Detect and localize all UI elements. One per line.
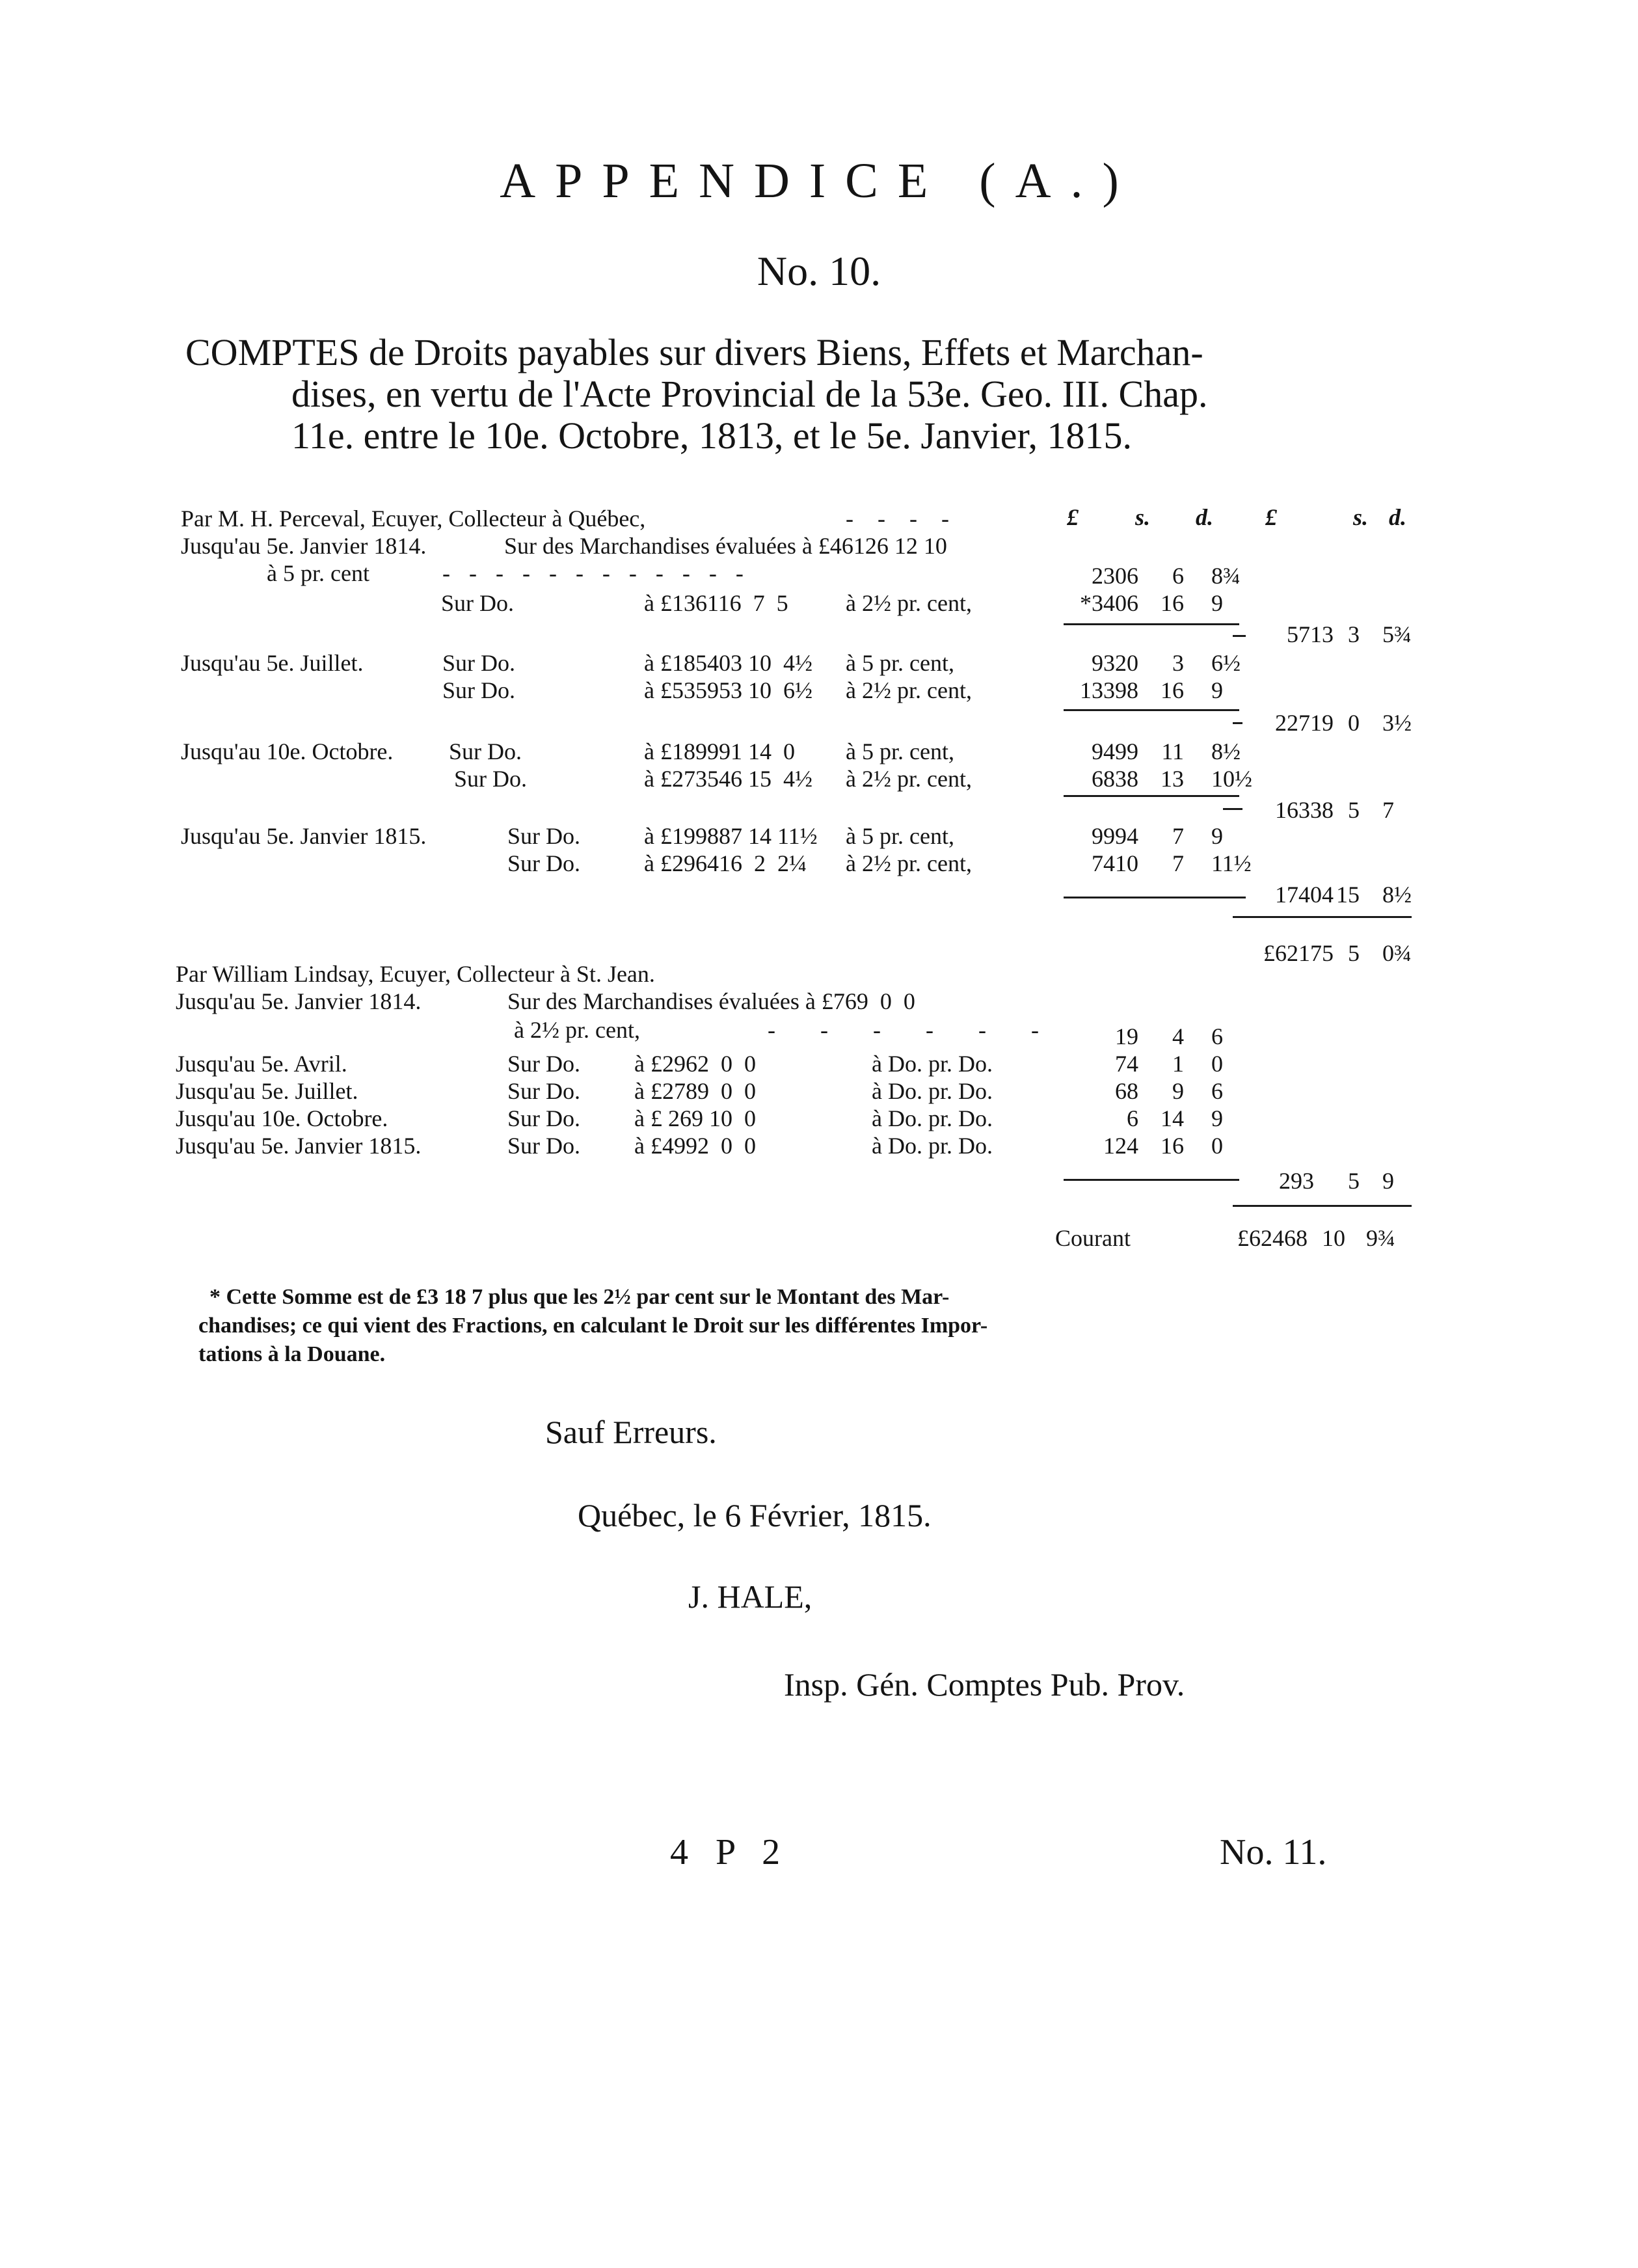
p4-shillings-1: 7 (1172, 823, 1184, 849)
lindsay-row-rate: à Do. pr. Do. (872, 1105, 993, 1131)
signature-name: J. HALE, (688, 1578, 812, 1615)
p1-sur: Sur Do. (441, 590, 515, 616)
lindsay-r1-pence: 6 (1211, 1023, 1223, 1049)
lindsay-row-sur: Sur Do. (507, 1133, 581, 1159)
lindsay-row-sur: Sur Do. (507, 1078, 581, 1104)
p2-value-2: à £535953 10 6½ (644, 677, 812, 703)
courant-label: Courant (1055, 1225, 1131, 1251)
pound-header-2: £ (1265, 504, 1277, 530)
p3-value-1: à £189991 14 0 (644, 738, 795, 764)
section-number: No. 10. (757, 248, 881, 294)
p3-pence-1: 8½ (1211, 738, 1241, 764)
p4-total-pounds: 17404 (1275, 882, 1334, 908)
lindsay-r1-pounds: 19 (1115, 1023, 1138, 1049)
p1-pence: 8¾ (1211, 563, 1241, 589)
footnote-line-3: tations à la Douane. (198, 1342, 386, 1366)
total-dash (1233, 722, 1242, 724)
p1-dashes: - - - - - - - - - - - - (442, 560, 750, 586)
courant-pounds: £62468 (1237, 1225, 1308, 1251)
lindsay-row-pence: 0 (1211, 1051, 1223, 1077)
p4-shillings-2: 7 (1172, 850, 1184, 876)
p2-total-shillings: 0 (1348, 710, 1360, 736)
courant-pence: 9¾ (1366, 1225, 1395, 1251)
p2-sur-1: Sur Do. (442, 650, 516, 676)
lindsay-r1-shillings: 4 (1172, 1023, 1184, 1049)
subtotal-rule (1064, 623, 1239, 625)
total-dash (1223, 808, 1242, 810)
grand-total-rule (1233, 916, 1412, 918)
lindsay-row-value: à £2789 0 0 (634, 1078, 756, 1104)
p4-sur-2: Sur Do. (507, 850, 581, 876)
p3-total-pence: 7 (1382, 797, 1394, 823)
lindsay-row-shillings: 14 (1161, 1105, 1184, 1131)
sauf-erreurs: Sauf Erreurs. (545, 1414, 717, 1450)
lindsay-row-shillings: 16 (1161, 1133, 1184, 1159)
lindsay-total-shillings: 5 (1348, 1168, 1360, 1194)
p1-total-pounds: 5713 (1287, 621, 1334, 647)
p4-pence-2: 11½ (1211, 850, 1252, 876)
date-line: Québec, le 6 Février, 1815. (578, 1497, 932, 1533)
p4-pounds-1: 9994 (1092, 823, 1138, 849)
subtotal-rule (1064, 709, 1239, 711)
p3-period: Jusqu'au 10e. Octobre. (181, 738, 394, 764)
p3-pounds-1: 9499 (1092, 738, 1138, 764)
p3-pence-2: 10½ (1211, 766, 1252, 792)
lindsay-row-pence: 6 (1211, 1078, 1223, 1104)
subtotal-rule (1064, 897, 1246, 898)
lindsay-row-value: à £ 269 10 0 (634, 1105, 756, 1131)
lindsay-row-pounds: 6 (1127, 1105, 1138, 1131)
p2-value-1: à £185403 10 4½ (644, 650, 812, 676)
perceval-header: Par M. H. Perceval, Ecuyer, Collecteur à Québec, (181, 506, 646, 532)
p3-shillings-1: 11 (1161, 738, 1184, 764)
p4-pounds-2: 7410 (1092, 850, 1138, 876)
lindsay-row-pence: 0 (1211, 1133, 1223, 1159)
p4-sur-1: Sur Do. (507, 823, 581, 849)
p1-shillings-2: 16 (1161, 590, 1184, 616)
subtotal-rule (1064, 795, 1239, 797)
p4-value-1: à £199887 14 11½ (644, 823, 818, 849)
p1-shillings: 6 (1172, 563, 1184, 589)
lindsay-r1-rate: à 2½ pr. cent, (514, 1017, 640, 1043)
lindsay-row-rate: à Do. pr. Do. (872, 1078, 993, 1104)
courant-shillings: 10 (1322, 1225, 1345, 1251)
lindsay-header: Par William Lindsay, Ecuyer, Collecteur à St. Jean. (176, 961, 655, 987)
p2-shillings-1: 3 (1172, 650, 1184, 676)
p4-rate-2: à 2½ pr. cent, (846, 850, 972, 876)
p2-shillings-2: 16 (1161, 677, 1184, 703)
p3-pounds-2: 6838 (1092, 766, 1138, 792)
p3-total-shillings: 5 (1348, 797, 1360, 823)
perceval-grand-total-shillings: 5 (1348, 940, 1360, 966)
p4-total-pence: 8½ (1382, 882, 1412, 908)
p2-pounds-1: 9320 (1092, 650, 1138, 676)
p2-total-pounds: 22719 (1275, 710, 1334, 736)
perceval-grand-total-pence: 0¾ (1382, 940, 1412, 966)
p3-sur-1: Sur Do. (449, 738, 522, 764)
p1-pounds: 2306 (1092, 563, 1138, 589)
title-line-3: 11e. entre le 10e. Octobre, 1813, et le 5e. Janvier, 1815. (291, 414, 1133, 457)
lindsay-total-pounds: 293 (1279, 1168, 1314, 1194)
p4-value-2: à £296416 2 2¼ (644, 850, 807, 876)
lindsay-row-sur: Sur Do. (507, 1051, 581, 1077)
lindsay-row-period: Jusqu'au 5e. Juillet. (176, 1078, 358, 1104)
lindsay-r1-description: Sur des Marchandises évaluées à £769 0 0 (507, 988, 915, 1014)
title-line-1: COMPTES de Droits payables sur divers Biens, Effets et Marchan- (185, 331, 1203, 373)
p1-period: Jusqu'au 5e. Janvier 1814. (181, 533, 427, 559)
p1-description: Sur des Marchandises évaluées à £46126 12 10 (504, 533, 947, 559)
p2-rate-2: à 2½ pr. cent, (846, 677, 972, 703)
p2-pence-2: 9 (1211, 677, 1223, 703)
p4-pence-1: 9 (1211, 823, 1223, 849)
lindsay-row-period: Jusqu'au 5e. Avril. (176, 1051, 347, 1077)
footnote-line-1: * Cette Somme est de £3 18 7 plus que les 2½ par cent sur le Montant des Mar- (209, 1285, 950, 1309)
p3-rate-1: à 5 pr. cent, (846, 738, 954, 764)
shilling-header: s. (1135, 504, 1151, 530)
p1-rate-2: à 2½ pr. cent, (846, 590, 972, 616)
p3-total-pounds: 16338 (1275, 797, 1334, 823)
p1-rate: à 5 pr. cent (267, 560, 369, 586)
pence-header-2: d. (1389, 504, 1406, 530)
lindsay-row-sur: Sur Do. (507, 1105, 581, 1131)
signature-office: Insp. Gén. Comptes Pub. Prov. (784, 1666, 1185, 1703)
lindsay-row-period: Jusqu'au 5e. Janvier 1815. (176, 1133, 422, 1159)
p4-period: Jusqu'au 5e. Janvier 1815. (181, 823, 427, 849)
p2-pounds-2: 13398 (1080, 677, 1138, 703)
title-line-2: dises, en vertu de l'Acte Provincial de la 53e. Geo. III. Chap. (291, 373, 1208, 415)
appendix-heading: APPENDICE (A.) (500, 154, 1138, 208)
lindsay-row-pounds: 124 (1103, 1133, 1138, 1159)
p4-rate-1: à 5 pr. cent, (846, 823, 954, 849)
p3-sur-2: Sur Do. (454, 766, 528, 792)
p1-pence-2: 9 (1211, 590, 1223, 616)
lindsay-r1-period: Jusqu'au 5e. Janvier 1814. (176, 988, 422, 1014)
p2-pence-1: 6½ (1211, 650, 1241, 676)
p1-total-pence: 5¾ (1382, 621, 1412, 647)
lindsay-row-value: à £2962 0 0 (634, 1051, 756, 1077)
lindsay-total-pence: 9 (1382, 1168, 1394, 1194)
lindsay-row-rate: à Do. pr. Do. (872, 1051, 993, 1077)
perceval-grand-total-pounds: £62175 (1263, 940, 1334, 966)
pound-header: £ (1067, 504, 1079, 530)
next-page-number: No. 11. (1220, 1832, 1327, 1872)
pence-header: d. (1196, 504, 1213, 530)
p2-rate-1: à 5 pr. cent, (846, 650, 954, 676)
p1-value-2: à £136116 7 5 (644, 590, 788, 616)
signature-mark: 4 P 2 (670, 1832, 790, 1872)
p4-total-shillings: 15 (1336, 882, 1360, 908)
footnote-line-2: chandises; ce qui vient des Fractions, en calculant le Droit sur les différentes Impor- (198, 1314, 988, 1338)
p2-sur-2: Sur Do. (442, 677, 516, 703)
p2-total-pence: 3½ (1382, 710, 1412, 736)
p3-value-2: à £273546 15 4½ (644, 766, 812, 792)
p2-period: Jusqu'au 5e. Juillet. (181, 650, 364, 676)
header-dashes: - - - - (846, 506, 958, 532)
lindsay-row-period: Jusqu'au 10e. Octobre. (176, 1105, 388, 1131)
p1-pounds-2: *3406 (1080, 590, 1138, 616)
p3-rate-2: à 2½ pr. cent, (846, 766, 972, 792)
p1-total-shillings: 3 (1348, 621, 1360, 647)
lindsay-row-shillings: 1 (1172, 1051, 1184, 1077)
lindsay-r1-dashes: - - - - - - (768, 1017, 1058, 1043)
lindsay-row-pounds: 68 (1115, 1078, 1138, 1104)
grand-total-rule (1233, 1205, 1412, 1207)
shilling-header-2: s. (1353, 504, 1369, 530)
p3-shillings-2: 13 (1161, 766, 1184, 792)
lindsay-row-rate: à Do. pr. Do. (872, 1133, 993, 1159)
lindsay-row-pence: 9 (1211, 1105, 1223, 1131)
subtotal-rule (1064, 1179, 1239, 1181)
lindsay-row-value: à £4992 0 0 (634, 1133, 756, 1159)
lindsay-row-shillings: 9 (1172, 1078, 1184, 1104)
lindsay-row-pounds: 74 (1115, 1051, 1138, 1077)
